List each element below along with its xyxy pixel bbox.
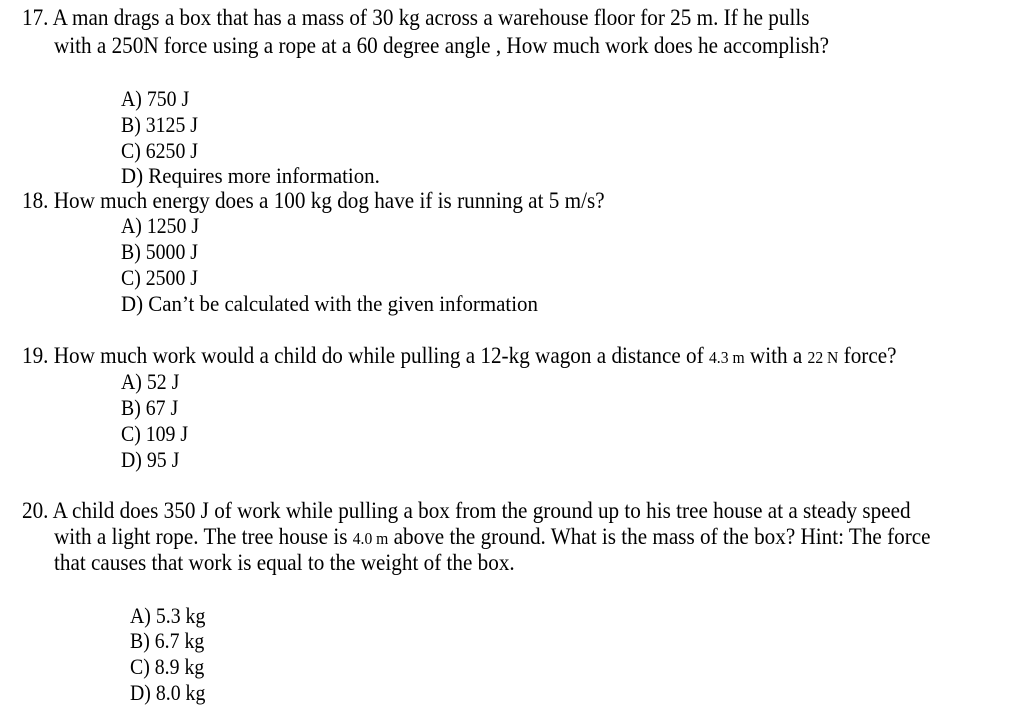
- question-19-choice-c: C) 109 J: [121, 421, 189, 446]
- question-18-choice-c: C) 2500 J: [121, 265, 199, 290]
- question-20-choice-c: C) 8.9 kg: [130, 654, 205, 679]
- question-20-number: 20.: [22, 498, 49, 523]
- question-20-line-2: [54, 524, 931, 552]
- question-18-choice-a: A) 1250 J: [121, 213, 200, 238]
- question-19-force-value: 22: [807, 348, 824, 367]
- question-18-choice-d: D) Can’t be calculated with the given information: [121, 291, 538, 316]
- question-20-choice-d: D) 8.0 kg: [130, 680, 206, 705]
- question-17-choice-b: B) 3125 J: [121, 112, 199, 137]
- question-19-text-c: force?: [838, 343, 897, 368]
- question-17-choice-a: A) 750 J: [121, 86, 190, 111]
- question-17-line-2: with a 250N force using a rope at a 60 degree angle , How much work does he accomplish?: [54, 33, 830, 58]
- question-19-distance-value: 4.3: [708, 348, 729, 367]
- question-17-number: 17.: [22, 5, 49, 30]
- question-18-line: [22, 188, 605, 214]
- question-20-height-value: 4.0: [352, 529, 373, 548]
- question-17-line-1: [22, 5, 809, 31]
- question-19-distance-unit: m: [728, 348, 745, 367]
- question-17-choice-c: C) 6250 J: [121, 138, 199, 163]
- question-17-choice-d: D) Requires more information.: [121, 163, 380, 188]
- question-18-number: 18.: [22, 188, 49, 213]
- question-19-choice-d: D) 95 J: [121, 447, 180, 472]
- question-20-choice-b: B) 6.7 kg: [130, 628, 205, 653]
- question-20-text-2b: above the ground. What is the mass of the box? Hint: The force: [388, 524, 931, 549]
- question-20-choice-a: A) 5.3 kg: [130, 603, 206, 628]
- question-17-text-1: A man drags a box that has a mass of 30 kg across a warehouse floor for 25 m. If he pulls: [52, 5, 810, 30]
- question-19-text-a: How much work would a child do while pulling a 12-kg wagon a distance of: [53, 343, 709, 368]
- question-18-choice-b: B) 5000 J: [121, 239, 199, 264]
- question-19-number: 19.: [22, 343, 49, 368]
- question-20-text-2a: with a light rope. The tree house is: [54, 524, 353, 549]
- question-19-text-b: with a: [744, 343, 808, 368]
- question-18-text: How much energy does a 100 kg dog have if is running at 5 m/s?: [53, 188, 605, 213]
- question-20-text-1: A child does 350 J of work while pulling a box from the ground up to his tree house at a steady speed: [52, 498, 911, 523]
- question-20-line-3: that causes that work is equal to the weight of the box.: [54, 550, 515, 575]
- question-19-force-unit: N: [823, 348, 839, 367]
- question-19-choice-b: B) 67 J: [121, 395, 179, 420]
- question-20-height-unit: m: [372, 529, 389, 548]
- question-19-choice-a: A) 52 J: [121, 369, 180, 394]
- question-20-line-1: [22, 498, 911, 524]
- question-19-line: [22, 343, 897, 371]
